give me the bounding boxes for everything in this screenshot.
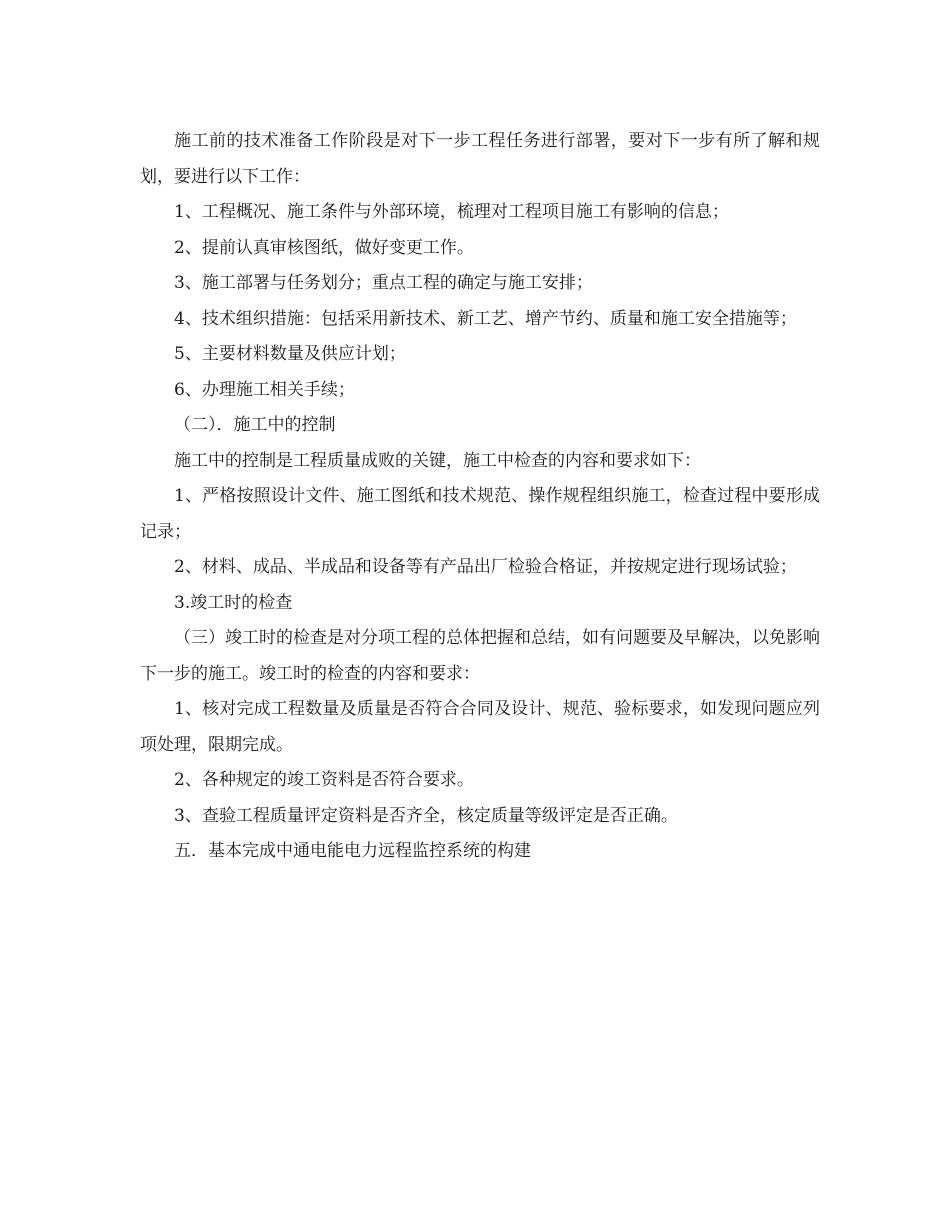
paragraph-item-5: 5、主要材料数量及供应计划；: [174, 344, 406, 364]
paragraph-control-item-2: 2、材料、成品、半成品和设备等有产品出厂检验合格证，并按规定进行现场试验；: [174, 557, 797, 577]
paragraph-intro: 施工前的技术准备工作阶段是对下一步工程任务进行部署，要对下一步有所了解和规划，要进行以下工作：: [140, 131, 820, 187]
paragraph-control-item-1: 1、严格按照设计文件、施工图纸和技术规范、操作规程组织施工，检查过程中要形成记录；: [140, 486, 820, 542]
paragraph-control: 施工中的控制是工程质量成败的关键，施工中检查的内容和要求如下：: [174, 450, 701, 471]
paragraph-completion-item-2: 2、各种规定的竣工资料是否符合要求。: [174, 770, 474, 790]
paragraph-completion-item-3: 3、查验工程质量评定资料是否齐全，核定质量等级评定是否正确。: [174, 805, 678, 826]
paragraph-item-4: 4、技术组织措施：包括采用新技术、新工艺、增产节约、质量和施工安全措施等；: [174, 308, 797, 329]
section-heading-3: 3.竣工时的检查: [174, 592, 293, 613]
document-body: [140, 124, 820, 870]
paragraph-item-2: 2、提前认真审核图纸，做好变更工作。: [174, 237, 474, 258]
paragraph-item-3: 3、施工部署与任务划分；重点工程的确定与施工安排；: [174, 273, 593, 293]
section-heading-2: （二）．施工中的控制: [174, 415, 336, 435]
paragraph-item-1: 1、工程概况、施工条件与外部环境，梳理对工程项目施工有影响的信息；: [174, 202, 729, 222]
section-heading-5: 五．基本完成中通电能电力远程监控系统的构建: [174, 841, 531, 861]
paragraph-item-6: 6、办理施工相关手续；: [174, 379, 355, 400]
paragraph-completion-item-1: 1、核对完成工程数量及质量是否符合合同及设计、规范、验标要求，如发现问题应列项处理，限期完成。: [140, 699, 820, 755]
paragraph-completion: （三）竣工时的检查是对分项工程的总体把握和总结，如有问题要及早解决，以免影响下一步的施工。竣工时的检查的内容和要求：: [140, 628, 820, 684]
